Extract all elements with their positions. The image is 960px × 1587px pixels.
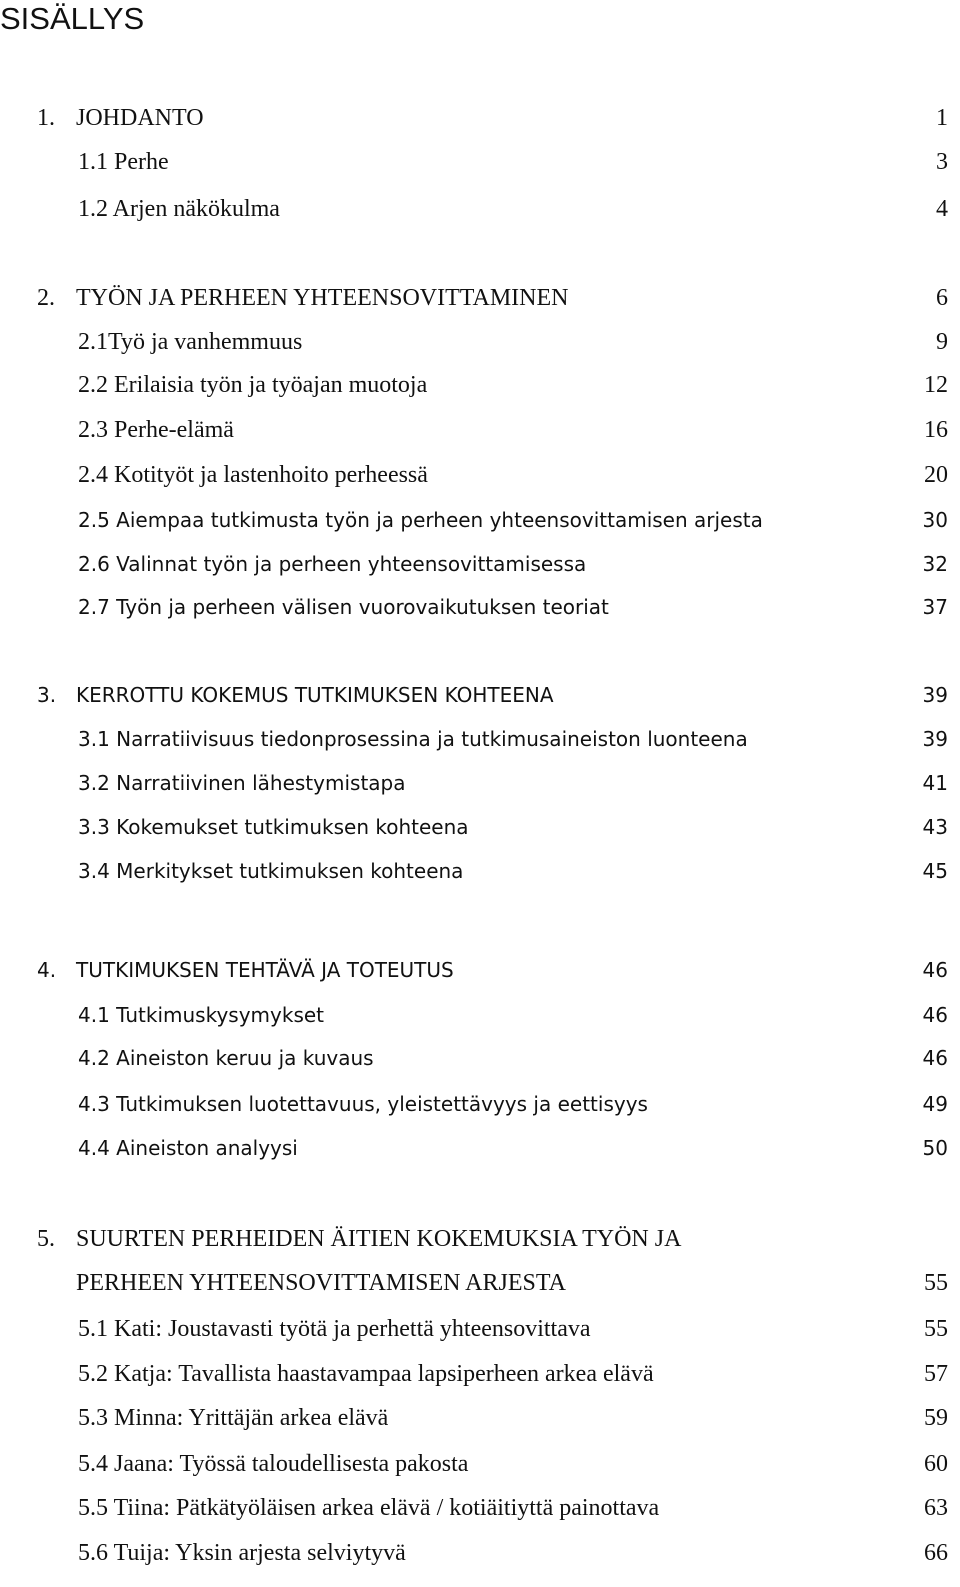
toc-entry-page: 41: [922, 771, 948, 795]
toc-entry: [0, 1084, 960, 1124]
toc-entry-page: 49: [922, 1092, 948, 1116]
toc-entry-label: 1.2 Arjen näkökulma: [78, 196, 280, 222]
toc-entry: [0, 763, 960, 803]
toc-entry-label: 3.4 Merkitykset tutkimuksen kohteena: [78, 859, 464, 883]
toc-entry-label: 2.5 Aiempaa tutkimusta työn ja perheen yhteensovittamisen arjesta: [78, 508, 763, 532]
toc-entry-label: TUTKIMUKSEN TEHTÄVÄ JA TOTEUTUS: [76, 958, 454, 982]
toc-entry-label: 1.1 Perhe: [78, 149, 169, 175]
toc-entry: [0, 142, 960, 182]
toc-entry-label: 3.1 Narratiivisuus tiedonprosessina ja tutkimusaineiston luonteena: [78, 727, 748, 751]
toc-entry-label: 4.3 Tutkimuksen luotettavuus, yleistettävyys ja eettisyys: [78, 1092, 648, 1116]
toc-entry-page: 6: [936, 285, 948, 311]
toc-entry: [0, 500, 960, 540]
toc-entry-page: 39: [922, 727, 948, 751]
toc-entry-label: 5.4 Jaana: Työssä taloudellisesta pakosta: [78, 1451, 469, 1477]
toc-entry: [0, 455, 960, 495]
toc-entry: [0, 1398, 960, 1438]
toc-entry-page: 9: [936, 329, 948, 355]
toc-entry-page: 12: [924, 372, 948, 398]
toc-entry-number: 4.: [37, 958, 57, 982]
toc-entry-label: 2.6 Valinnat työn ja perheen yhteensovittamisessa: [78, 552, 587, 576]
toc-entry-label: 5.3 Minna: Yrittäjän arkea elävä: [78, 1405, 389, 1431]
toc-entry: [0, 410, 960, 450]
toc-entry-page: 57: [924, 1361, 948, 1387]
toc-entry-number: 3.: [37, 683, 57, 707]
toc-entry-page: 39: [922, 683, 948, 707]
toc-entry-page: 30: [922, 508, 948, 532]
toc-entry-label: KERROTTU KOKEMUS TUTKIMUKSEN KOHTEENA: [76, 683, 554, 707]
toc-entry-label: 2.7 Työn ja perheen välisen vuorovaikutuksen teoriat: [78, 595, 609, 619]
toc-entry-number: 5.: [37, 1226, 55, 1252]
toc-entry: [0, 98, 960, 138]
toc-entry: [0, 851, 960, 891]
toc-entry-label: 5.2 Katja: Tavallista haastavampaa lapsiperheen arkea elävä: [78, 1361, 654, 1387]
toc-entry: [0, 1533, 960, 1573]
toc-entry-page: 43: [922, 815, 948, 839]
toc-entry: [0, 278, 960, 318]
toc-entry-label: 3.3 Kokemukset tutkimuksen kohteena: [78, 815, 469, 839]
toc-entry-page: 66: [924, 1540, 948, 1566]
toc-entry-page: 37: [922, 595, 948, 619]
toc-entry: [0, 1038, 960, 1078]
toc-entry: [0, 365, 960, 405]
toc-entry-page: 60: [924, 1451, 948, 1477]
toc-entry-page: 16: [924, 417, 948, 443]
toc-entry-page: 20: [924, 462, 948, 488]
toc-entry-page: 32: [922, 552, 948, 576]
toc-entry: [0, 950, 960, 990]
toc-entry: [0, 1488, 960, 1528]
toc-entry-page: 55: [924, 1316, 948, 1342]
toc-entry-label: PERHEEN YHTEENSOVITTAMISEN ARJESTA: [76, 1270, 566, 1296]
toc-entry-label: TYÖN JA PERHEEN YHTEENSOVITTAMINEN: [76, 285, 569, 311]
toc-entry-page: 55: [924, 1270, 948, 1296]
toc-entry-label: 2.4 Kotityöt ja lastenhoito perheessä: [78, 462, 428, 488]
toc-entry: [0, 995, 960, 1035]
toc-entry-page: 46: [922, 1046, 948, 1070]
toc-entry: [0, 189, 960, 229]
toc-entry: [0, 675, 960, 715]
toc-entry: [0, 587, 960, 627]
toc-entry-page: 45: [922, 859, 948, 883]
toc-entry-label: 4.2 Aineiston keruu ja kuvaus: [78, 1046, 374, 1070]
toc-entry-page: 59: [924, 1405, 948, 1431]
toc-entry: [0, 1263, 960, 1303]
toc-entry-number: 1.: [37, 105, 55, 131]
toc-entry-page: 63: [924, 1495, 948, 1521]
toc-entry: [0, 1309, 960, 1349]
toc-entry: [0, 1219, 960, 1259]
toc-entry-label: 2.3 Perhe-elämä: [78, 417, 234, 443]
toc-entry-label: JOHDANTO: [76, 105, 204, 131]
toc-entry: [0, 544, 960, 584]
toc-entry: [0, 1354, 960, 1394]
toc-entry-label: 2.2 Erilaisia työn ja työajan muotoja: [78, 372, 428, 398]
toc-entry-page: 4: [936, 196, 948, 222]
toc-entry-label: 2.1Työ ja vanhemmuus: [78, 329, 303, 355]
toc-entry: [0, 719, 960, 759]
toc-entry-label: 4.4 Aineiston analyysi: [78, 1136, 298, 1160]
toc-entry-page: 46: [922, 1003, 948, 1027]
toc-entry-label: 4.1 Tutkimuskysymykset: [78, 1003, 325, 1027]
toc-entry-page: 3: [936, 149, 948, 175]
toc-entry-page: 1: [936, 105, 948, 131]
toc-entry-label: 5.1 Kati: Joustavasti työtä ja perhettä yhteensovittava: [78, 1316, 591, 1342]
toc-entry-label: 3.2 Narratiivinen lähestymistapa: [78, 771, 406, 795]
toc-entry: [0, 807, 960, 847]
toc-entry: [0, 1128, 960, 1168]
toc-entry-page: 46: [922, 958, 948, 982]
toc-entry-label: 5.6 Tuija: Yksin arjesta selviytyvä: [78, 1540, 406, 1566]
toc-entry-label: SUURTEN PERHEIDEN ÄITIEN KOKEMUKSIA TYÖN JA: [76, 1226, 682, 1252]
toc-entry-page: 50: [922, 1136, 948, 1160]
toc-entry: [0, 1444, 960, 1484]
toc-entry-label: 5.5 Tiina: Pätkätyöläisen arkea elävä / kotiäitiyttä painottava: [78, 1495, 660, 1521]
toc-entry: [0, 322, 960, 362]
page-title: SISÄLLYS: [0, 1, 145, 36]
toc-entry-number: 2.: [37, 285, 55, 311]
